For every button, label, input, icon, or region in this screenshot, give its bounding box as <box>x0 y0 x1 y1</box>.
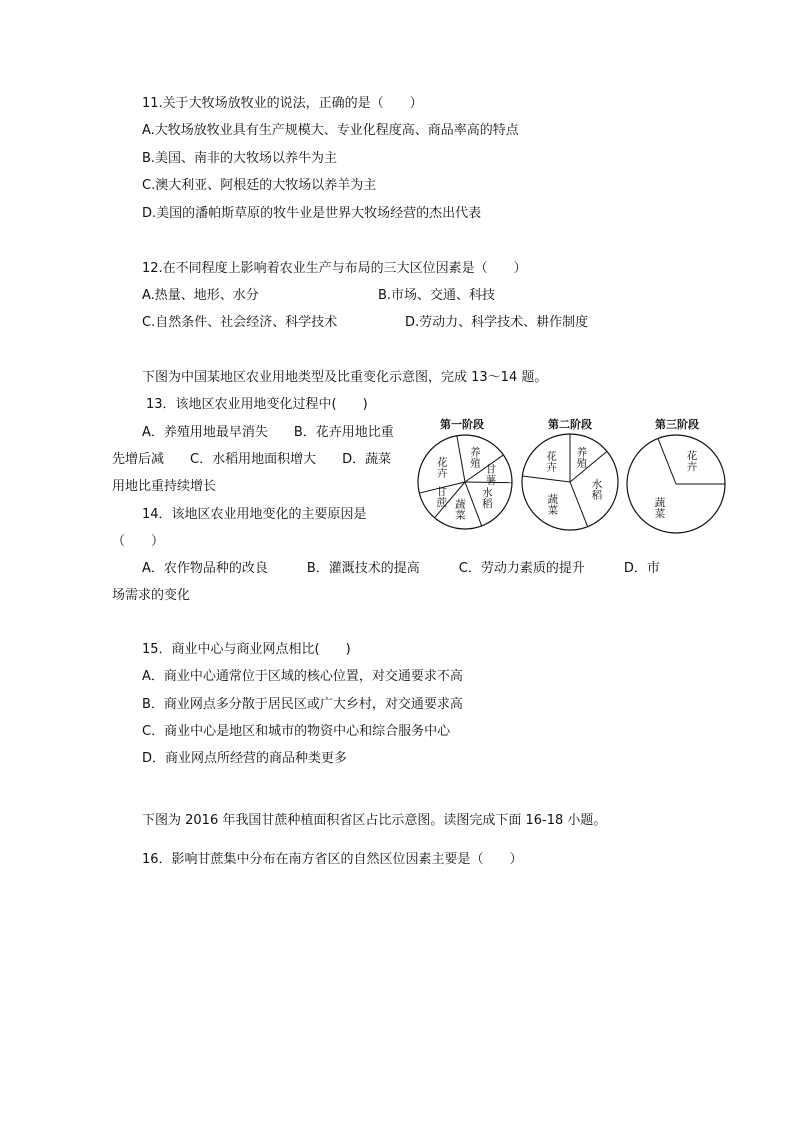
q13-stem: 13．该地区农业用地变化过程中( ) <box>146 397 368 412</box>
q13-line-3: 用地比重持续增长 <box>112 479 217 494</box>
stage-3-slice-label: 花卉 <box>686 449 698 473</box>
stage-1-slice-label: 甘薯 <box>485 463 497 487</box>
stage-1-slice-label: 养殖 <box>470 446 481 470</box>
stage-1-slice-label: 甘蔗 <box>436 485 448 509</box>
q12-option-a: A.热量、地形、水分 <box>142 288 259 303</box>
q12-option-c: C.自然条件、社会经济、科学技术 <box>142 315 338 330</box>
stage-2-slice-label: 花卉 <box>546 450 557 474</box>
stage-2-slice-label: 养殖 <box>576 446 588 470</box>
q15-option-c: C．商业中心是地区和城市的物资中心和综合服务中心 <box>142 724 451 739</box>
q13-line-1: A．养殖用地最早消失 B．花卉用地比重 <box>142 425 394 440</box>
q14-stem: 14．该地区农业用地变化的主要原因是 <box>142 507 367 522</box>
stage-1-slice-label: 蔬菜 <box>455 498 466 522</box>
q16-stem: 16．影响甘蔗集中分布在南方省区的自然区位因素主要是（ ） <box>142 852 523 867</box>
intro-13-14: 下图为中国某地区农业用地类型及比重变化示意图，完成 13～14 题。 <box>142 370 548 385</box>
stage-1-title: 第一阶段 <box>440 418 484 431</box>
q12-option-b: B.市场、交通、科技 <box>378 288 496 303</box>
q11-option-a: A.大牧场放牧业具有生产规模大、专业化程度高、商品率高的特点 <box>142 123 519 138</box>
stage-2-slice-label: 水稻 <box>591 478 603 502</box>
intro-16-18: 下图为 2016 年我国甘蔗种植面积省区占比示意图。读图完成下面 16-18 小题。 <box>142 813 607 828</box>
q13-line-2: 先增后减 C．水稻用地面积增大 D．蔬菜 <box>112 452 392 467</box>
stage-3-slice-label: 蔬菜 <box>654 497 666 521</box>
stage-3-title: 第三阶段 <box>655 418 699 431</box>
q11-option-b: B.美国、南非的大牧场以养牛为主 <box>142 151 338 166</box>
q11-option-c: C.澳大利亚、阿根廷的大牧场以养羊为主 <box>142 178 377 193</box>
q11-option-d: D.美国的潘帕斯草原的牧牛业是世界大牧场经营的杰出代表 <box>142 206 482 221</box>
q15-stem: 15．商业中心与商业网点相比( ) <box>142 642 351 657</box>
q12-stem: 12.在不同程度上影响着农业生产与布局的三大区位因素是（ ） <box>142 261 527 276</box>
q15-option-b: B．商业网点多分散于居民区或广大乡村，对交通要求高 <box>142 697 463 712</box>
q12-option-d: D.劳动力、科学技术、耕作制度 <box>405 315 589 330</box>
q14-line-2: 场需求的变化 <box>112 588 191 603</box>
stage-2-slice-label: 蔬菜 <box>547 493 559 517</box>
q15-option-d: D．商业网点所经营的商品种类更多 <box>142 751 348 766</box>
stage-1-slice-label: 花卉 <box>436 456 448 480</box>
stage-2-title: 第二阶段 <box>548 418 592 431</box>
stage-1-slice-label: 水稻 <box>482 487 493 511</box>
q14-paren: （ ） <box>112 534 165 549</box>
stage-1-slice-boundary <box>465 482 512 483</box>
q15-option-a: A．商业中心通常位于区域的核心位置，对交通要求不高 <box>142 669 463 684</box>
q14-line-1: A．农作物品种的改良 B．灌溉技术的提高 C．劳动力素质的提升 D．市 <box>142 561 660 576</box>
q11-stem: 11.关于大牧场放牧业的说法，正确的是（ ） <box>142 96 423 111</box>
